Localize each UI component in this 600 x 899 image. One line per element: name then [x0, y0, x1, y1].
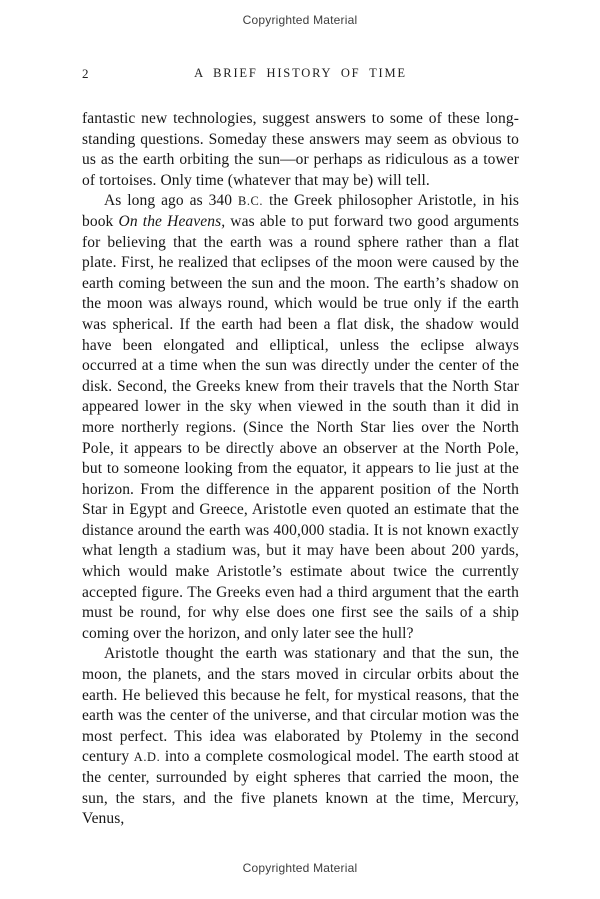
page-header: [82, 66, 519, 84]
paragraph-text: Aristotle thought the earth was stationary and that the sun, the moon, the planets, and the stars moved in circular orbits about the earth. He believed this because he felt, for mystical reasons, that the earth was the center of the universe, and that circular motion was the most perfect. This idea was elaborated by Ptolemy in the second century: [82, 645, 519, 766]
page-number: 2: [82, 66, 89, 81]
body-text-block: [82, 109, 519, 830]
paragraph-text: into a complete cosmological model. The earth stood at the center, surrounded by eight spheres that carried the moon, the sun, the stars, and the five planets known at the time, Mercury, Venus,: [82, 748, 520, 828]
copyright-notice-top: Copyrighted Material: [242, 13, 358, 27]
copyright-notice-bottom: Copyrighted Material: [242, 861, 358, 875]
paragraph-continued: [82, 109, 519, 191]
paragraph-aristotle-cosmology: [82, 644, 519, 829]
paragraph-text: As long ago as 340: [104, 192, 238, 210]
smallcaps-ad: A.D.: [133, 750, 161, 765]
running-title: A BRIEF HISTORY OF TIME: [194, 66, 407, 80]
book-title-italic: On the Heavens,: [118, 212, 226, 230]
paragraph-aristotle-arguments: [82, 191, 519, 644]
paragraph-text: was able to put forward two good arguments for believing that the earth was a round sphere rather than a flat plate. First, he realized that eclipses of the moon were caused by the earth coming between the sun and the moon. The earth’s shadow on the moon was always round, which would be true only if the earth was spherical. If the earth had been a flat disk, the shadow would have been elongated and elliptical, unless the eclipse always occurred at a time when the sun was directly under the center of the disk. Second, the Greeks knew from their travels that the North Star appeared lower in the sky when viewed in the south than it did in more northerly regions. (Since the North Star lies over the North Pole, it appears to be directly above an observer at the North Pole, but to someone looking from the equator, it appears to lie just at the horizon. From the difference in the apparent position of the North Star in Egypt and Greece, Aristotle even quoted an estimate that the distance around the earth was 400,000 stadia. It is not known exactly what length a stadium was, but it may have been about 200 yards, which would make Aristotle’s estimate about twice the currently accepted figure. The Greeks even had a third argument that the earth must be round, for why else does one first see the sails of a ship coming over the horizon, and only later see the hull?: [82, 212, 520, 642]
paragraph-text: the Greek philosopher Aristotle, in his book: [82, 192, 519, 230]
paragraph-text: fantastic new technologies, suggest answers to some of these long-standing questions. Someday these answers may seem as obvious to us as the earth orbiting the sun—or perhaps as ridiculous as a tower of tortoises. Only time (whatever that may be) will tell.: [82, 110, 519, 189]
smallcaps-bc: B.C.: [237, 194, 264, 209]
